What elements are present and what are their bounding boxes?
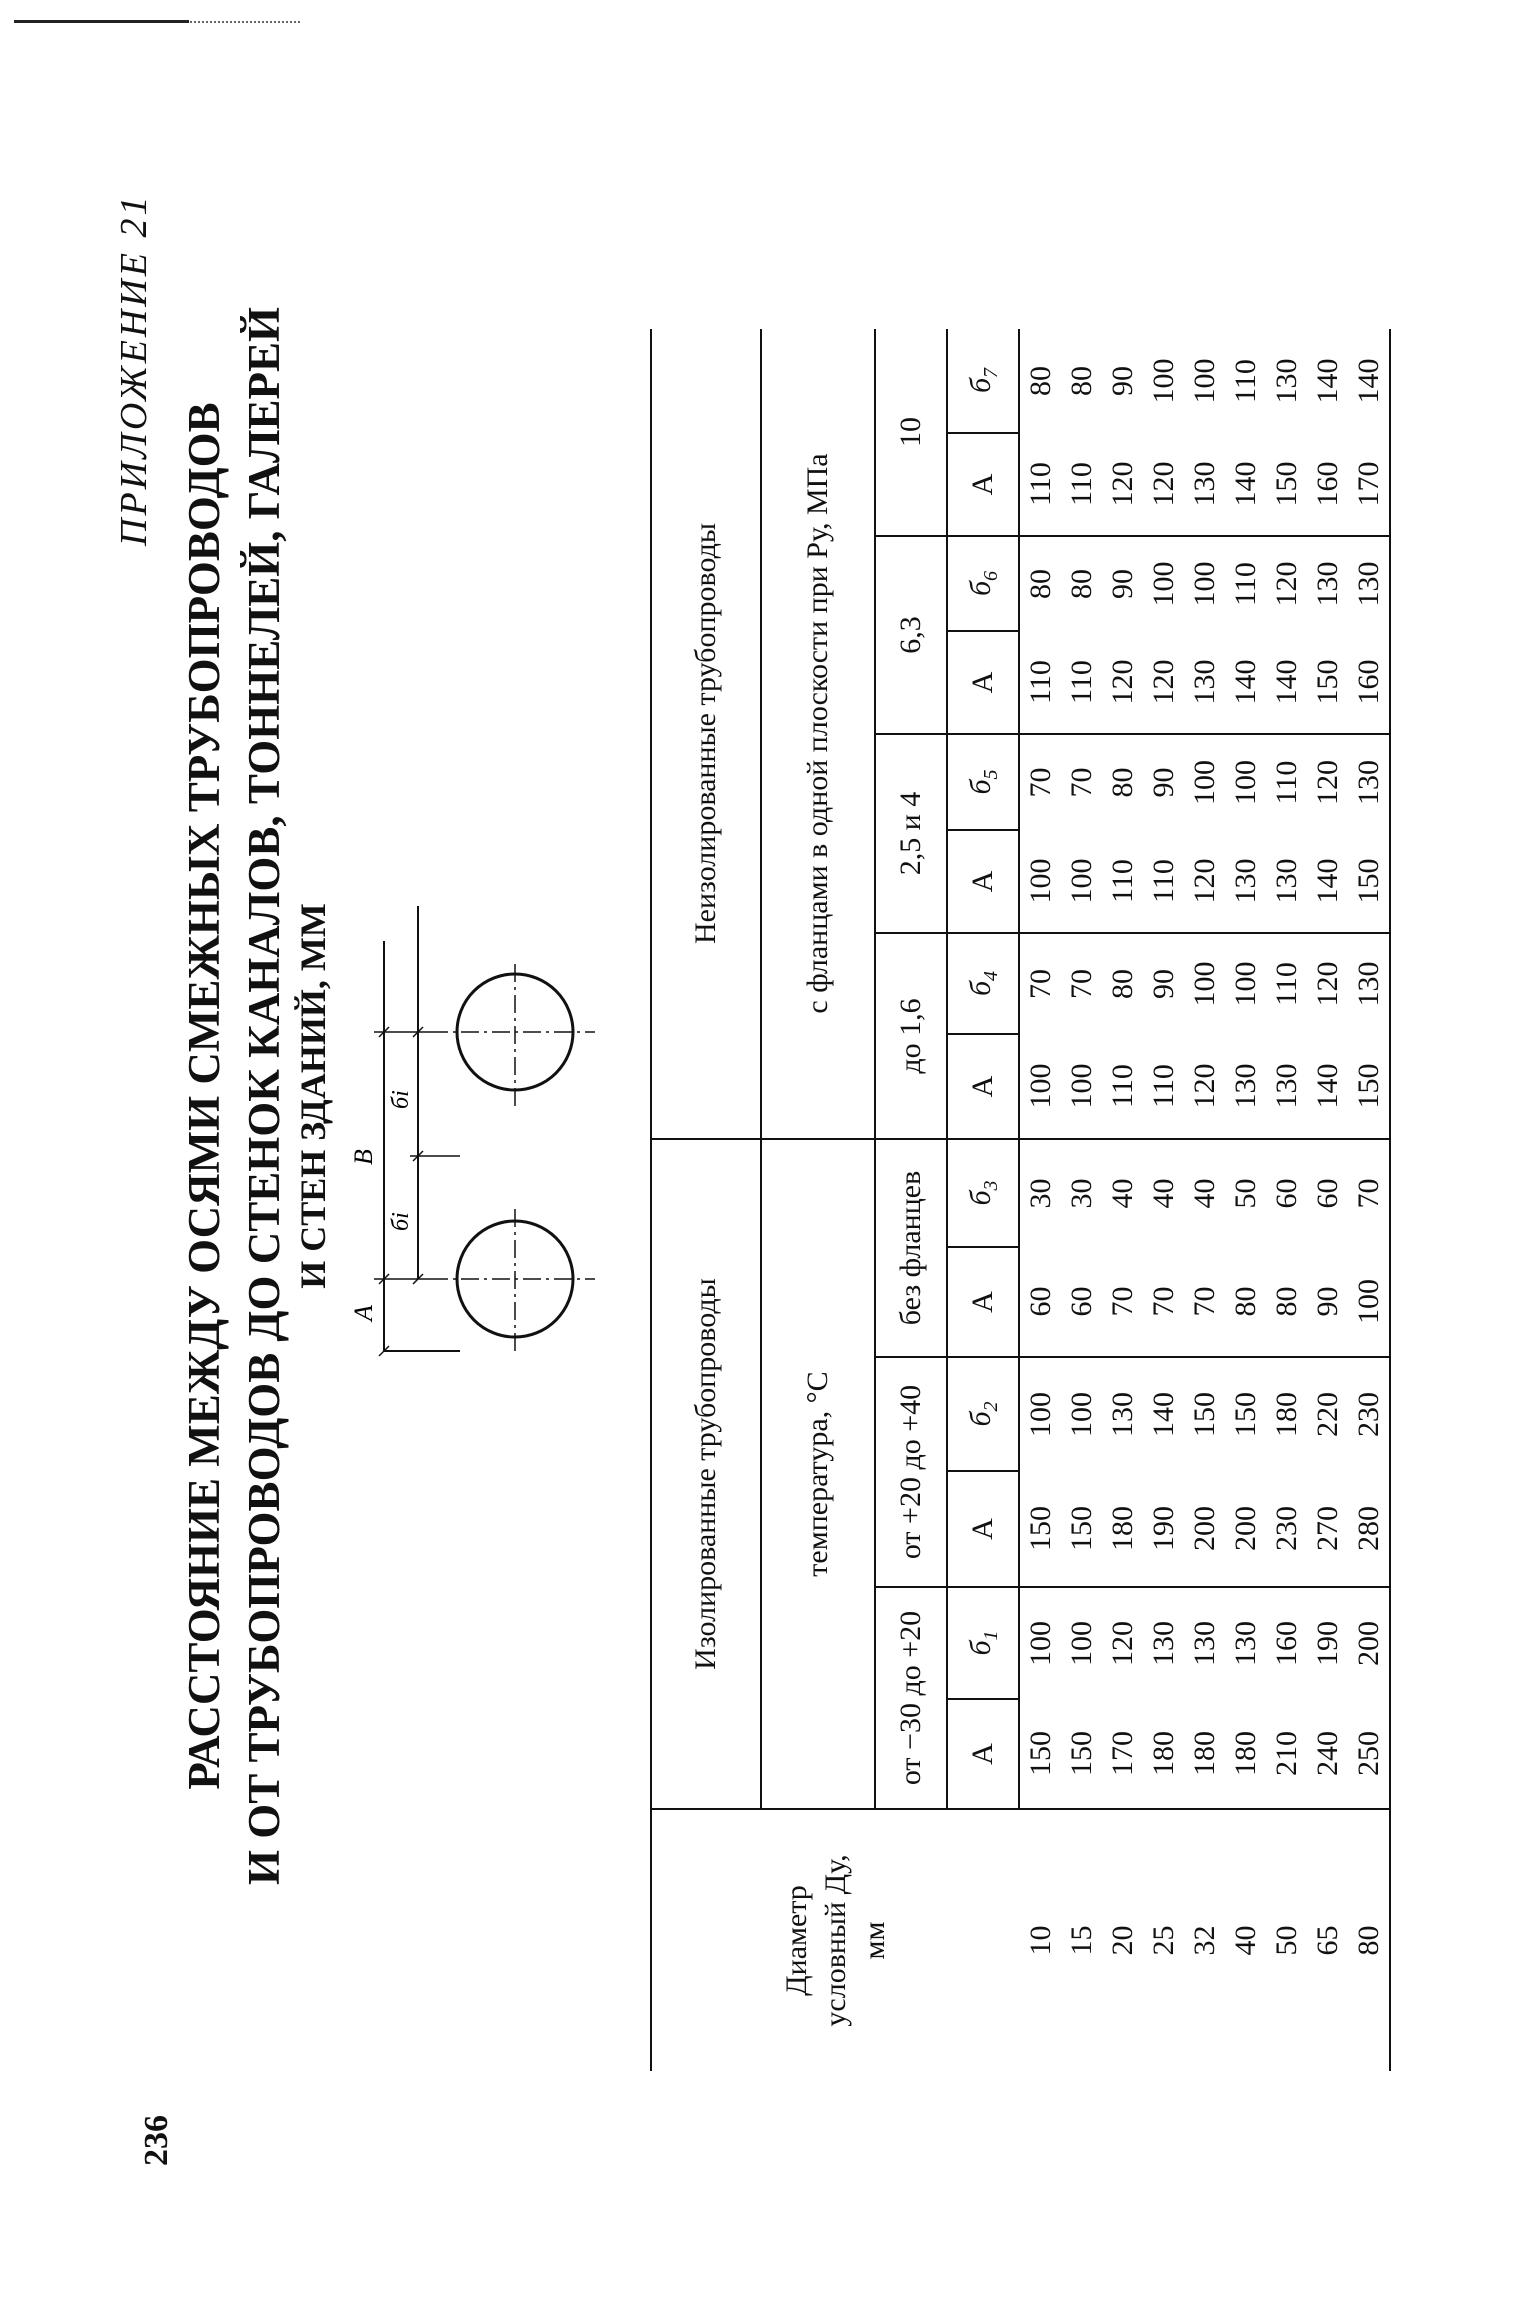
table-cell: 100: [1019, 1357, 1061, 1471]
table-cell: 150: [1270, 461, 1303, 507]
table-cell: 150: [1348, 1034, 1390, 1139]
table-row: [1348, 329, 1390, 2071]
table-cell: 130: [1229, 1063, 1262, 1109]
table-cell: 140: [1311, 358, 1344, 404]
table-cell: 60: [1307, 1139, 1348, 1247]
table-cell: 80: [1270, 1286, 1303, 1317]
diameter-cell: 32: [1184, 1809, 1225, 2071]
table-cell: 140: [1348, 329, 1390, 433]
pipe-spacing-table: [650, 329, 1391, 2071]
diameter-cell: 15: [1061, 1809, 1102, 2071]
table-cell: 80: [1102, 933, 1143, 1034]
footer-rule: [14, 20, 189, 23]
table-cell: 130: [1348, 536, 1390, 631]
col-b-3: $б_3$: [947, 1139, 1019, 1247]
table-cell: 70: [1019, 734, 1061, 830]
table-cell: 70: [1019, 933, 1061, 1034]
table-cell: 100: [1143, 536, 1184, 631]
table-cell: 100: [1061, 1357, 1102, 1471]
diagram-label-a: А: [349, 1305, 378, 1321]
col-a-3: А: [947, 1247, 1019, 1357]
temperature-header: температура, °С: [761, 1139, 875, 1809]
table-cell: 120: [1188, 858, 1221, 904]
table-cell: 160: [1348, 631, 1390, 734]
table-cell: 130: [1270, 858, 1303, 904]
diameter-cell: 20: [1102, 1809, 1143, 2071]
table-cell: 190: [1147, 1506, 1180, 1551]
table-cell: 130: [1184, 1587, 1225, 1699]
diagram-label-b: B: [349, 1149, 378, 1165]
table-cell: 120: [1307, 933, 1348, 1034]
diameter-header: Диаметр условный Ду, мм: [651, 1809, 1019, 2071]
table-cell: 60: [1266, 1139, 1307, 1247]
table-cell: 200: [1188, 1506, 1221, 1551]
col-b-1: $б_1$: [947, 1587, 1019, 1699]
table-cell: 160: [1311, 461, 1344, 507]
table-cell: 110: [1024, 462, 1057, 506]
col-a-4: А: [947, 1034, 1019, 1139]
table-cell: 250: [1348, 1699, 1390, 1809]
table-cell: 220: [1307, 1357, 1348, 1471]
table-row: [1019, 329, 1061, 2071]
table-cell: 130: [1102, 1357, 1143, 1471]
table-cell: 120: [1147, 461, 1180, 507]
table-cell: 100: [1188, 358, 1221, 404]
table-row: [1266, 329, 1307, 2071]
table-cell: 240: [1311, 1731, 1344, 1776]
table-cell: 100: [1024, 1063, 1057, 1109]
table-cell: 100: [1061, 1587, 1102, 1699]
col-a-6: А: [947, 631, 1019, 734]
table-cell: 100: [1184, 933, 1225, 1034]
table-cell: 130: [1348, 734, 1390, 830]
table-cell: 100: [1225, 933, 1266, 1034]
diagram-label-bi-1: бi: [388, 1212, 414, 1231]
table-cell: 90: [1311, 1286, 1344, 1317]
table-cell: 30: [1061, 1139, 1102, 1247]
table-cell: 180: [1106, 1506, 1139, 1551]
table-cell: 80: [1065, 366, 1098, 396]
table-cell: 270: [1311, 1506, 1344, 1551]
table-cell: 100: [1147, 358, 1180, 404]
table-row: [1102, 329, 1143, 2071]
table-cell: 60: [1024, 1286, 1057, 1317]
table-cell: 100: [1184, 734, 1225, 830]
table-cell: 140: [1229, 659, 1262, 705]
table-cell: 150: [1024, 1506, 1057, 1551]
table-cell: 90: [1106, 366, 1139, 396]
pipe-spacing-diagram: [330, 811, 630, 1371]
flanges-header: с фланцами в одной плоскости при Ру, МПа: [761, 329, 875, 1139]
table-cell: 110: [1147, 859, 1180, 903]
table-cell: 90: [1102, 536, 1143, 631]
table-cell: 40: [1143, 1139, 1184, 1247]
col-b-6: $б_6$: [947, 536, 1019, 631]
table-cell: 80: [1061, 536, 1102, 631]
table-cell: 280: [1348, 1471, 1390, 1587]
table-cell: 180: [1266, 1357, 1307, 1471]
table-cell: 130: [1229, 858, 1262, 904]
table-cell: 130: [1270, 358, 1303, 404]
table-cell: 130: [1188, 461, 1221, 507]
table-row: [1307, 329, 1348, 2071]
group-header-2: от +20 до +40: [875, 1357, 947, 1587]
table-cell: 70: [1061, 734, 1102, 830]
title-line-1: РАССТОЯНИЕ МЕЖДУ ОСЯМИ СМЕЖНЫХ ТРУБОПРОВОДОВ: [179, 402, 229, 1790]
table-row: [1184, 329, 1225, 2071]
table-cell: 120: [1102, 1587, 1143, 1699]
table-cell: 230: [1270, 1506, 1303, 1551]
table-cell: 70: [1061, 933, 1102, 1034]
table-cell: 130: [1143, 1587, 1184, 1699]
table-cell: 70: [1348, 1139, 1390, 1247]
col-a-2: А: [947, 1471, 1019, 1587]
group-header-7: 10: [875, 329, 947, 536]
table-cell: 230: [1348, 1357, 1390, 1471]
col-a-1: А: [947, 1699, 1019, 1809]
table-cell: 130: [1307, 536, 1348, 631]
table-cell: 70: [1147, 1286, 1180, 1317]
table-cell: 150: [1311, 659, 1344, 705]
table-cell: 180: [1188, 1731, 1221, 1776]
table-cell: 100: [1184, 536, 1225, 631]
diameter-cell: 40: [1225, 1809, 1266, 2071]
table-cell: 100: [1225, 734, 1266, 830]
diagram-label-bi-2: бi: [388, 1090, 414, 1109]
table-cell: 180: [1147, 1731, 1180, 1776]
table-cell: 110: [1229, 359, 1262, 403]
table-cell: 80: [1024, 366, 1057, 396]
table-cell: 180: [1229, 1731, 1262, 1776]
table-cell: 140: [1229, 461, 1262, 507]
table-cell: 100: [1024, 858, 1057, 904]
table-cell: 30: [1019, 1139, 1061, 1247]
table-cell: 120: [1307, 734, 1348, 830]
col-b-4: $б_4$: [947, 933, 1019, 1034]
table-cell: 90: [1143, 734, 1184, 830]
table-row: [1225, 329, 1266, 2071]
table-cell: 100: [1065, 1063, 1098, 1109]
col-b-7: $б_7$: [947, 329, 1019, 433]
col-a-5: А: [947, 830, 1019, 933]
col-b-2: $б_2$: [947, 1357, 1019, 1471]
table-cell: 140: [1270, 659, 1303, 705]
table-cell: 100: [1348, 1247, 1390, 1357]
table-cell: 150: [1065, 1506, 1098, 1551]
table-row: [1143, 329, 1184, 2071]
group-header-5: 2,5 и 4: [875, 734, 947, 933]
table-cell: 70: [1106, 1286, 1139, 1317]
insulated-header: Изолированные трубопроводы: [651, 1139, 761, 1809]
table-cell: 60: [1065, 1286, 1098, 1317]
diameter-cell: 80: [1348, 1809, 1390, 2071]
diameter-cell: 25: [1143, 1809, 1184, 2071]
table-cell: 140: [1143, 1357, 1184, 1471]
footer-rule-dotted: [190, 21, 300, 24]
table-cell: 100: [1019, 1587, 1061, 1699]
diameter-cell: 50: [1266, 1809, 1307, 2071]
table-cell: 110: [1266, 933, 1307, 1034]
diameter-cell: 65: [1307, 1809, 1348, 2071]
table-cell: 70: [1188, 1286, 1221, 1317]
table-cell: 200: [1229, 1506, 1262, 1551]
table-cell: 210: [1270, 1731, 1303, 1776]
table-cell: 150: [1225, 1357, 1266, 1471]
table-cell: 200: [1348, 1587, 1390, 1699]
group-header-4: до 1,6: [875, 933, 947, 1139]
title-line-2: И ОТ ТРУБОПРОВОДОВ ДО СТЕНОК КАНАЛОВ, ТОННЕЛЕЙ, ГАЛЕРЕЙ: [239, 306, 289, 1886]
table-cell: 110: [1106, 859, 1139, 903]
table-cell: 150: [1348, 830, 1390, 933]
diameter-cell: 10: [1019, 1809, 1061, 2071]
table-cell: 110: [1147, 1064, 1180, 1108]
col-b-5: $б_5$: [947, 734, 1019, 830]
title-line-3: И СТЕН ЗДАНИЙ, ММ: [293, 903, 333, 1289]
page-number: 236: [138, 2115, 175, 2166]
table-cell: 170: [1348, 433, 1390, 536]
table-cell: 140: [1311, 1063, 1344, 1109]
table-cell: 120: [1106, 461, 1139, 507]
table-cell: 80: [1019, 536, 1061, 631]
group-header-1: от −30 до +20: [875, 1587, 947, 1809]
table-cell: 140: [1311, 858, 1344, 904]
table-cell: 110: [1106, 1064, 1139, 1108]
table-cell: 120: [1147, 659, 1180, 705]
table-cell: 110: [1266, 734, 1307, 830]
table-cell: 130: [1348, 933, 1390, 1034]
table-cell: 40: [1184, 1139, 1225, 1247]
non-insulated-header: Неизолированные трубопроводы: [651, 329, 761, 1139]
table-cell: 150: [1024, 1731, 1057, 1776]
table-cell: 150: [1065, 1731, 1098, 1776]
table-cell: 80: [1102, 734, 1143, 830]
table-cell: 190: [1307, 1587, 1348, 1699]
table-cell: 110: [1065, 462, 1098, 506]
table-cell: 120: [1106, 659, 1139, 705]
table-cell: 120: [1266, 536, 1307, 631]
table-cell: 90: [1143, 933, 1184, 1034]
table-cell: 50: [1225, 1139, 1266, 1247]
table-cell: 120: [1188, 1063, 1221, 1109]
group-header-3: без фланцев: [875, 1139, 947, 1357]
group-header-6: 6,3: [875, 536, 947, 734]
table-cell: 110: [1225, 536, 1266, 631]
col-a-7: А: [947, 433, 1019, 536]
table-cell: 40: [1102, 1139, 1143, 1247]
table-cell: 160: [1266, 1587, 1307, 1699]
table-cell: 170: [1106, 1731, 1139, 1776]
table-cell: 80: [1229, 1286, 1262, 1317]
appendix-label: ПРИЛОЖЕНИЕ 21: [113, 193, 155, 546]
table-row: [1061, 329, 1102, 2071]
table-cell: 100: [1065, 858, 1098, 904]
table-cell: 130: [1225, 1587, 1266, 1699]
table-cell: 110: [1065, 660, 1098, 704]
table-cell: 150: [1184, 1357, 1225, 1471]
table-cell: 130: [1270, 1063, 1303, 1109]
table-cell: 110: [1024, 660, 1057, 704]
table-cell: 130: [1188, 659, 1221, 705]
